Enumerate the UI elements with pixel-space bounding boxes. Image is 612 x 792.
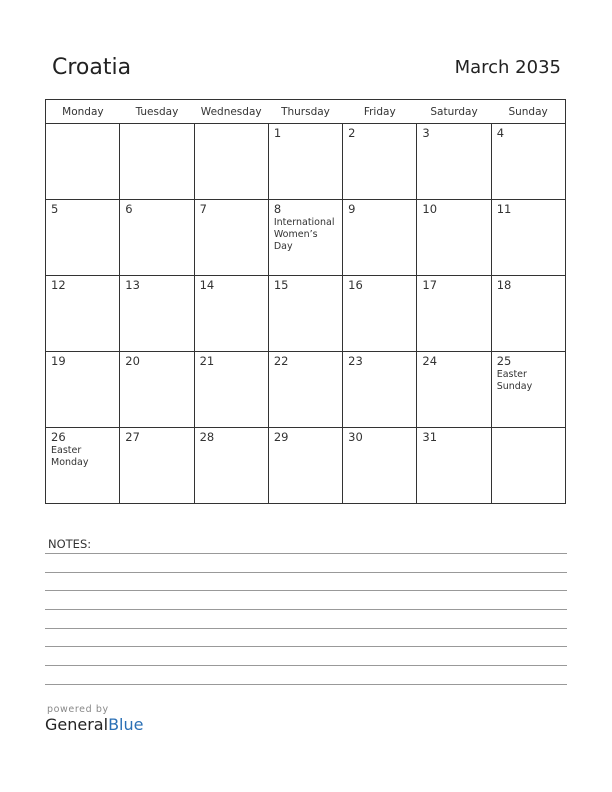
day-cell [120,200,194,276]
week-row [46,124,566,200]
country-title: Croatia [52,55,132,80]
weekday-header-row [46,100,566,124]
day-cell [417,276,491,352]
note-line [45,590,567,591]
holiday-label: Easter Monday [51,445,89,468]
brand-logo [45,704,143,734]
weekday-header: Tuesday [120,100,194,124]
week-row [46,200,566,276]
brand-name-general: General [45,715,109,734]
day-cell [417,200,491,276]
day-cell [120,124,194,200]
day-number: 14 [199,278,215,292]
day-cell [194,352,268,428]
day-cell [46,428,120,504]
day-number: 31 [422,430,438,444]
day-cell [491,124,565,200]
day-number: 27 [125,430,140,444]
day-cell [46,124,120,200]
note-line [45,684,567,685]
day-number: 9 [348,202,356,216]
day-cell [491,200,565,276]
holiday-label: International Women’s Day [273,217,335,252]
day-cell [417,428,491,504]
note-line [45,628,567,629]
brand-name-blue: Blue [108,715,144,734]
weekday-header: Friday [343,100,417,124]
day-cell [268,276,342,352]
day-cell [491,428,565,504]
day-number: 12 [51,278,66,292]
powered-by-label: powered by [47,704,109,715]
day-number: 25 [496,354,512,368]
day-cell [343,276,417,352]
note-line [45,553,567,554]
week-row [46,276,566,352]
day-cell [491,352,565,428]
day-cell [417,124,491,200]
day-number: 16 [348,278,363,292]
note-line [45,665,567,666]
calendar-grid [45,99,566,504]
day-cell [120,352,194,428]
day-cell [46,352,120,428]
day-number: 21 [199,354,215,368]
day-number: 23 [348,354,363,368]
day-number: 28 [199,430,215,444]
day-cell [343,352,417,428]
day-number: 4 [496,126,505,140]
day-number: 29 [273,430,289,444]
note-line [45,646,567,647]
day-number: 6 [125,202,133,216]
day-number: 7 [199,202,207,216]
day-number: 26 [51,430,66,444]
day-cell [194,428,268,504]
day-cell [268,200,342,276]
note-line [45,572,567,573]
day-number: 20 [125,354,140,368]
day-number: 10 [422,202,438,216]
day-cell [194,200,268,276]
day-cell [343,428,417,504]
day-number: 17 [422,278,438,292]
day-cell [120,276,194,352]
week-row [46,428,566,504]
week-row [46,352,566,428]
weekday-header: Thursday [268,100,342,124]
weekday-header: Sunday [491,100,565,124]
day-number: 18 [496,278,512,292]
day-number: 3 [422,126,430,140]
day-cell [46,276,120,352]
day-number: 11 [496,202,512,216]
weekday-header: Wednesday [194,100,268,124]
day-number: 8 [273,202,282,216]
day-cell [268,352,342,428]
day-cell [491,276,565,352]
weekday-header: Monday [46,100,120,124]
day-number: 1 [273,126,282,140]
day-cell [194,124,268,200]
day-cell [46,200,120,276]
month-year-title: March 2035 [454,57,561,78]
day-number: 13 [125,278,140,292]
holiday-label: Easter Sunday [496,369,533,392]
day-number: 22 [273,354,289,368]
day-cell [343,200,417,276]
day-cell [417,352,491,428]
day-number: 15 [273,278,289,292]
weekday-header: Saturday [417,100,491,124]
day-cell [343,124,417,200]
notes-label: NOTES: [48,537,92,551]
day-number: 5 [51,202,59,216]
brand-name [45,715,143,734]
day-cell [268,124,342,200]
day-number: 30 [348,430,363,444]
day-number: 19 [51,354,66,368]
day-cell [268,428,342,504]
day-number: 2 [348,126,356,140]
day-number: 24 [422,354,438,368]
day-cell [194,276,268,352]
note-line [45,609,567,610]
day-cell [120,428,194,504]
